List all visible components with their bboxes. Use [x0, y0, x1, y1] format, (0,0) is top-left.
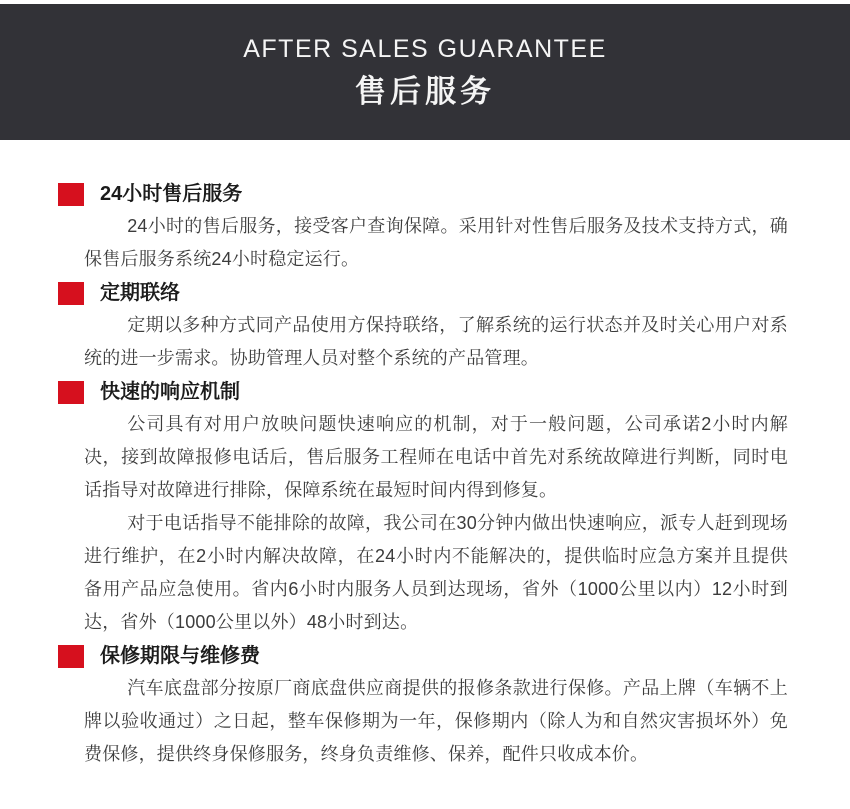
- section-heading-row: [58, 644, 788, 668]
- section-body: [84, 408, 788, 639]
- section-body: [84, 672, 788, 771]
- paragraph: 定期以多种方式同产品使用方保持联络，了解系统的运行状态并及时关心用户对系统的进一步需求。协助管理人员对整个系统的产品管理。: [84, 315, 788, 368]
- section-24h-service: [58, 182, 788, 276]
- page-header-banner: [0, 4, 850, 140]
- red-square-bullet-icon: [58, 183, 84, 206]
- section-rapid-response: [58, 380, 788, 639]
- section-heading-row: [58, 281, 788, 305]
- paragraph: 24小时的售后服务，接受客户查询保障。采用针对性售后服务及技术支持方式，确保售后服务系统24小时稳定运行。: [84, 216, 788, 269]
- paragraph: 公司具有对用户放映问题快速响应的机制，对于一般问题，公司承诺2小时内解决，接到故障报修电话后，售后服务工程师在电话中首先对系统故障进行判断，同时电话指导对故障进行排除，保障系统在最短时间内得到修复。: [84, 414, 788, 500]
- red-square-bullet-icon: [58, 282, 84, 305]
- red-square-bullet-icon: [58, 645, 84, 668]
- after-sales-content: [0, 140, 850, 771]
- section-regular-contact: [58, 281, 788, 375]
- paragraph: 汽车底盘部分按原厂商底盘供应商提供的报修条款进行保修。产品上牌（车辆不上牌以验收通过）之日起，整车保修期为一年，保修期内（除人为和自然灾害损坏外）免费保修，提供终身保修服务，终身负责维修、保养，配件只收成本价。: [84, 678, 788, 764]
- section-title: 保修期限与维修费: [100, 645, 260, 667]
- red-square-bullet-icon: [58, 381, 84, 404]
- header-title-chinese: 售后服务: [355, 73, 495, 109]
- section-warranty: [58, 644, 788, 771]
- section-body: [84, 309, 788, 375]
- header-title-english: AFTER SALES GUARANTEE: [243, 34, 607, 63]
- section-title: 24小时售后服务: [100, 183, 243, 205]
- paragraph: 对于电话指导不能排除的故障，我公司在30分钟内做出快速响应，派专人赶到现场进行维护，在2小时内解决故障，在24小时内不能解决的，提供临时应急方案并且提供备用产品应急使用。省内6小时内服务人员到达现场，省外（1000公里以内）12小时到达，省外（1000公里以外）48小时到达。: [84, 513, 788, 632]
- section-body: [84, 210, 788, 276]
- section-title: 定期联络: [100, 282, 180, 304]
- section-title: 快速的响应机制: [100, 381, 240, 403]
- section-heading-row: [58, 182, 788, 206]
- section-heading-row: [58, 380, 788, 404]
